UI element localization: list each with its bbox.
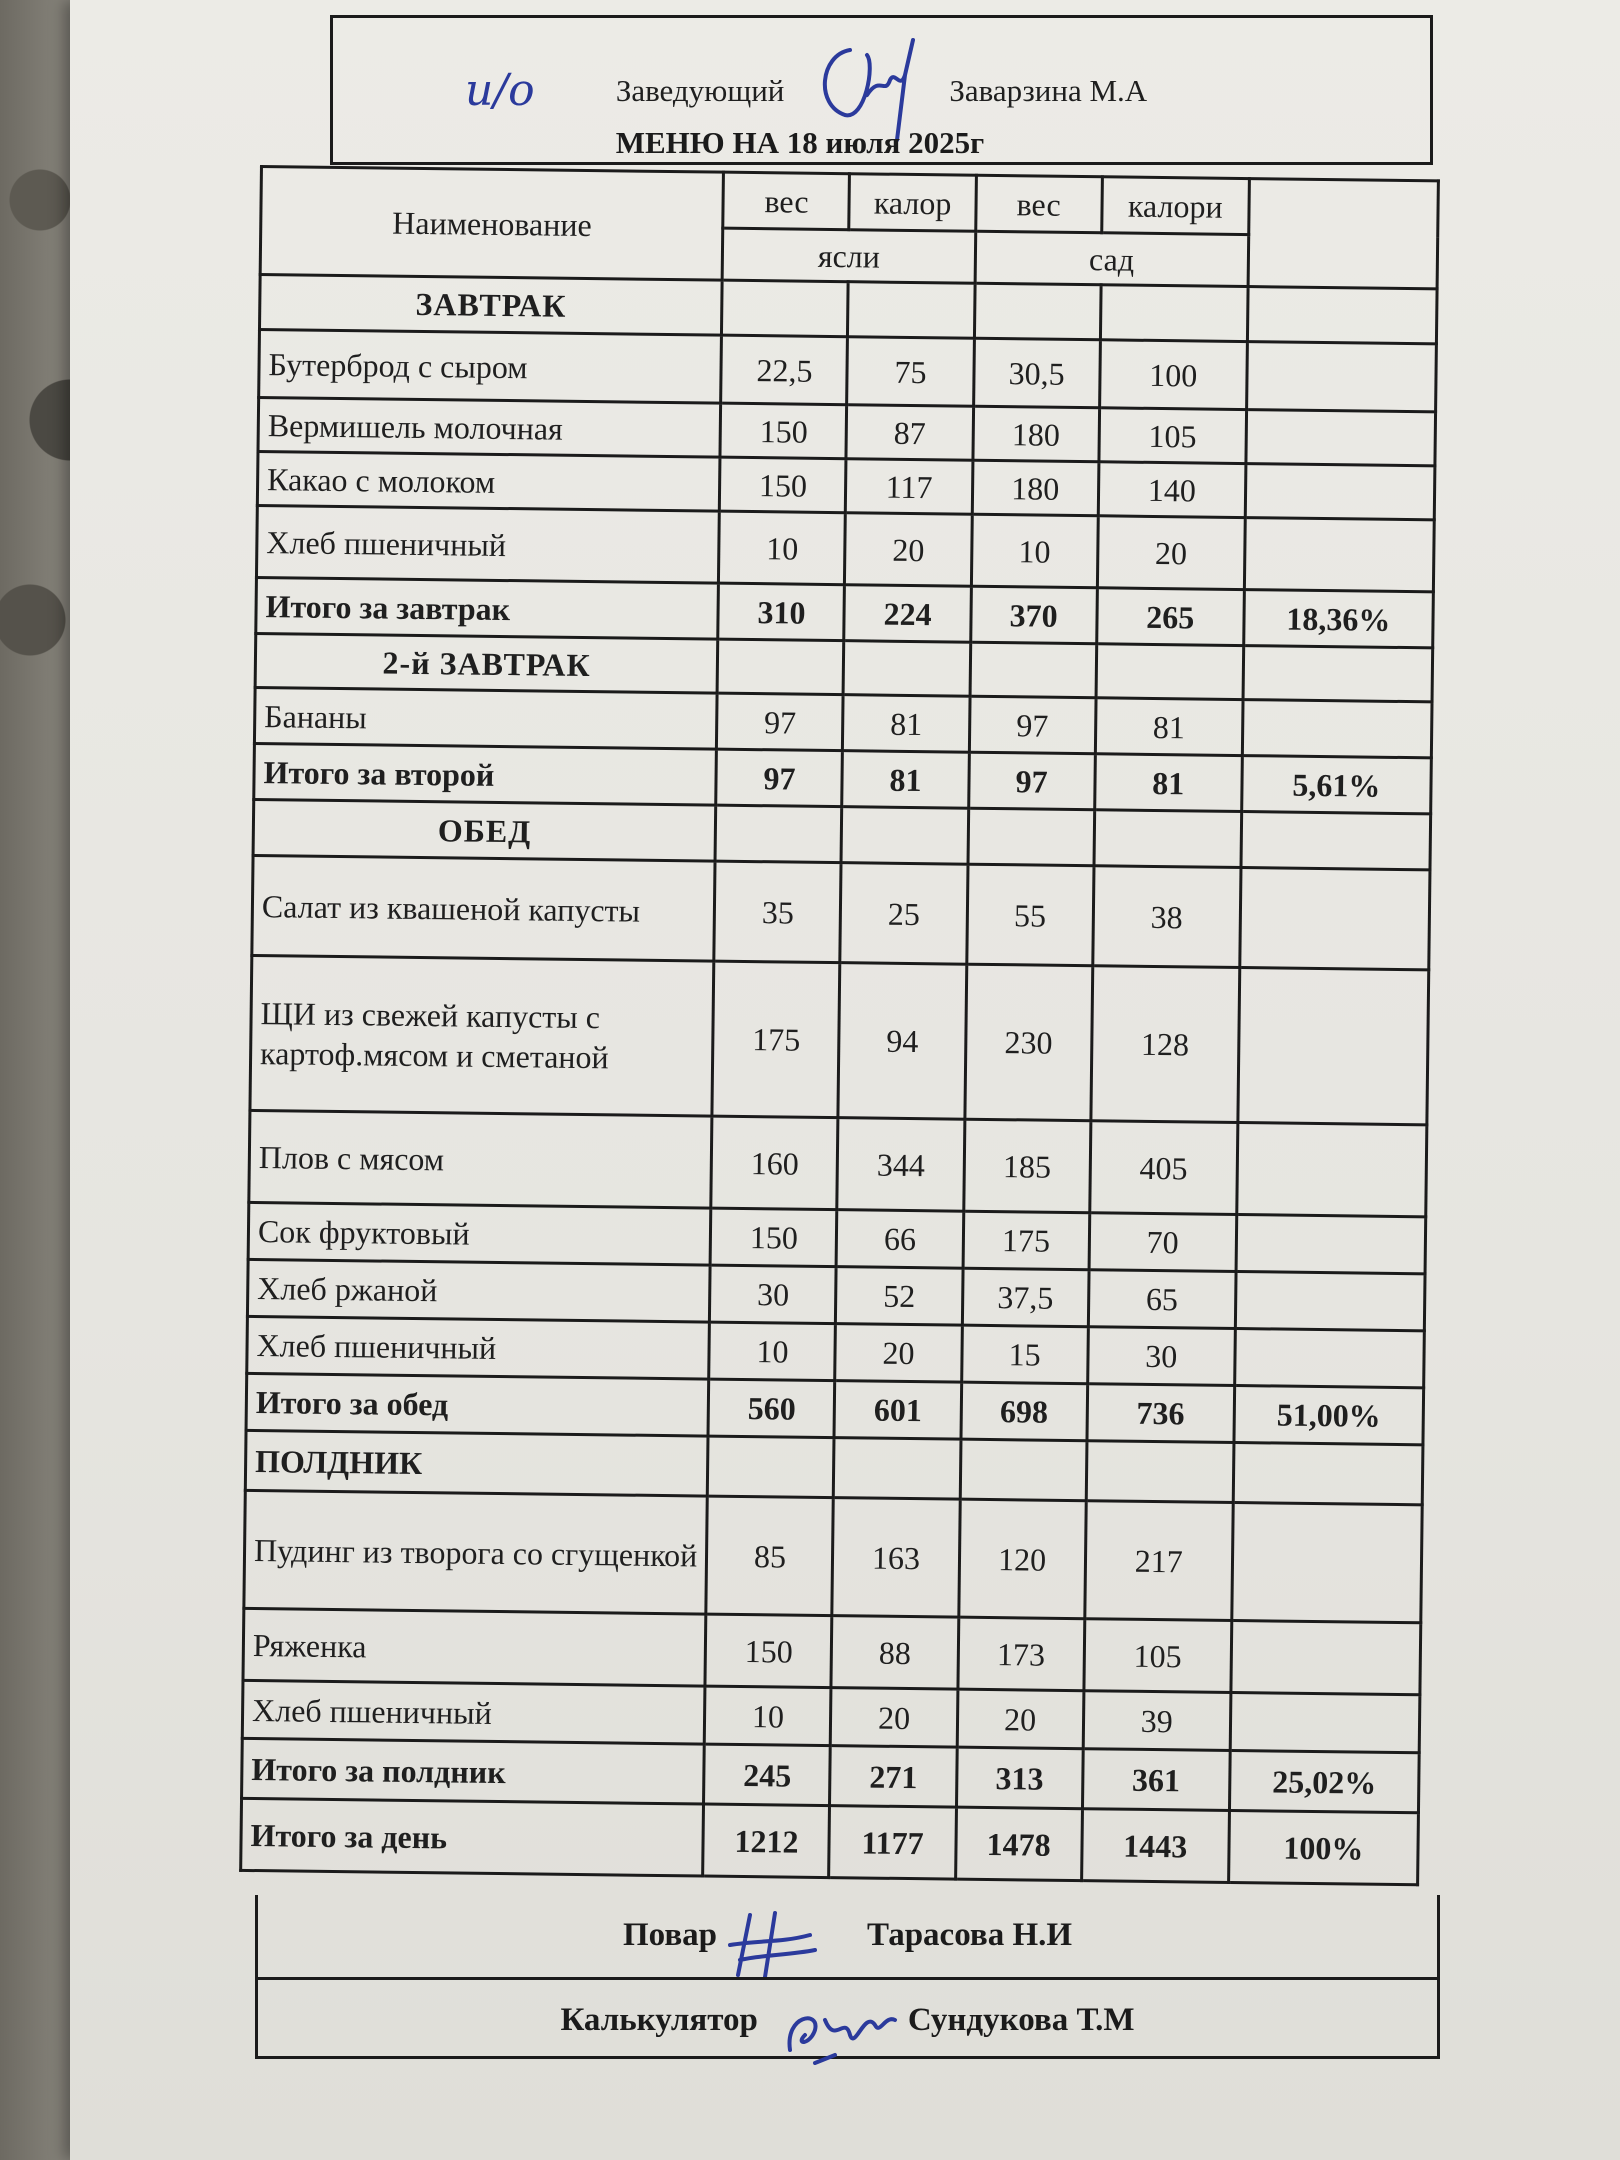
cell-value: 66 [837,1210,964,1269]
cell-value: 698 [961,1382,1088,1441]
cell-value: 185 [963,1119,1090,1213]
cell-value: 75 [847,337,974,407]
cell-value: 150 [705,1614,832,1688]
cell-value: 52 [836,1267,963,1326]
cell-value: 97 [717,693,844,751]
paper-sheet [70,0,1620,2160]
dish-name: Вермишель молочная [258,398,721,458]
cell-value: 65 [1088,1270,1236,1329]
section-breakfast: ЗАВТРАК [259,275,722,336]
dish-name: Бутерброд с сыром [259,330,722,404]
total-label: Итого за день [241,1798,704,1876]
cell-value: 1212 [703,1804,830,1878]
cell-value: 361 [1082,1749,1230,1811]
cell-value: 370 [970,586,1097,644]
cell-value: 39 [1083,1691,1231,1751]
cell-value: 20 [1097,516,1245,590]
percent-value: 5,61% [1241,756,1431,814]
cell-value: 20 [831,1688,958,1748]
cell-value: 140 [1098,462,1246,518]
cell-value: 37,5 [962,1268,1089,1327]
cell-value: 81 [1095,698,1243,756]
cook-footer [255,1895,1440,1977]
calc-role: Калькулятор [560,2002,758,2038]
cell-value: 217 [1084,1501,1233,1621]
cell-value: 230 [964,964,1092,1121]
calc-signature [775,2005,905,2065]
cell-value: 10 [705,1686,832,1746]
cell-value: 117 [846,459,973,515]
dish-name: Пудинг из творога со сгущенкой [244,1490,708,1614]
dish-name: Хлеб пшеничный [256,505,719,583]
cell-value: 405 [1089,1121,1237,1215]
cell-value: 175 [712,961,840,1118]
section-snack: ПОЛДНИК [245,1430,708,1496]
percent-value: 18,36% [1243,590,1433,648]
cook-name: Тарасова Н.И [867,1917,1073,1953]
cell-value: 100 [1099,340,1247,410]
cook-signature [720,1905,830,1985]
menu-document [250,15,1440,2060]
cell-value: 163 [832,1498,960,1618]
col-weight-nursery: вес [723,172,850,230]
total-label: Итого за обед [246,1373,709,1436]
cell-value: 20 [957,1689,1084,1749]
cell-value: 87 [846,405,973,461]
cell-value: 1443 [1081,1809,1229,1883]
cell-value: 150 [720,403,847,459]
cell-value: 94 [838,963,966,1120]
cell-value: 180 [973,406,1100,462]
section-second-breakfast: 2-й ЗАВТРАК [255,633,718,693]
menu-table [239,165,1440,1886]
dish-name: Ряженка [243,1608,706,1686]
cell-value: 30,5 [973,338,1100,408]
cell-value: 601 [834,1381,961,1440]
dish-name: Хлеб ржаной [247,1259,710,1322]
cell-value: 736 [1087,1384,1235,1443]
table-row [250,955,1429,1124]
cell-value: 55 [966,864,1093,966]
cell-value: 105 [1099,408,1247,464]
cell-value: 175 [963,1211,1090,1270]
col-name-header: Наименование [260,167,724,281]
cell-value: 173 [958,1617,1085,1691]
cell-value: 22,5 [721,335,848,405]
cook-role: Повар [622,1917,717,1953]
col-percent [1248,179,1439,289]
section-lunch: ОБЕД [253,799,716,861]
cell-value: 10 [971,514,1098,588]
total-label: Итого за полдник [242,1738,705,1804]
cell-value: 30 [1087,1327,1235,1386]
cell-value: 38 [1092,866,1240,968]
cell-value: 70 [1089,1213,1237,1272]
total-label: Итого за завтрак [256,577,719,639]
dish-name: Хлеб пшеничный [247,1316,710,1379]
cell-value: 1177 [829,1806,956,1880]
acting-mark: и/о [465,65,535,116]
cell-value: 128 [1091,966,1240,1123]
cell-value: 120 [958,1499,1086,1619]
dish-name: Салат из квашеной капусты [252,855,716,961]
col-cal-garden: калори [1101,177,1249,235]
menu-title: МЕНЮ НА 18 июля 2025г [615,125,985,160]
cell-value: 160 [711,1116,838,1210]
dish-name: ЩИ из свежей капусты с картоф.мясом и сметаной [250,955,714,1116]
cell-value: 150 [710,1208,837,1267]
cell-value: 310 [718,583,845,641]
cell-value: 85 [706,1496,834,1616]
total-label: Итого за второй [254,743,717,805]
group-garden: сад [975,231,1249,286]
cell-value: 30 [710,1265,837,1324]
cell-value: 180 [972,460,1099,516]
percent-value: 25,02% [1229,1750,1419,1812]
dish-name: Плов с мясом [249,1110,712,1208]
head-name: Заварзина М.А [949,73,1148,108]
cell-value: 1478 [955,1807,1082,1881]
dish-name: Бананы [254,687,717,749]
cell-value: 81 [842,751,969,809]
cell-value: 271 [830,1746,957,1808]
dish-name: Сок фруктовый [248,1202,711,1265]
percent-value: 100% [1228,1810,1418,1884]
cell-value: 81 [843,695,970,753]
cell-value: 81 [1094,754,1242,812]
dish-name: Хлеб пшеничный [242,1680,705,1744]
cell-value: 20 [845,513,972,587]
percent-value: 51,00% [1234,1385,1424,1444]
table-row [252,855,1430,969]
cell-value: 10 [709,1322,836,1381]
cell-value: 150 [720,457,847,513]
day-total-row [241,1798,1419,1884]
cell-value: 35 [714,861,841,963]
cell-value: 97 [968,752,1095,810]
cell-value: 88 [831,1616,958,1690]
cell-value: 25 [840,863,967,965]
cell-value: 344 [837,1118,964,1212]
cell-value: 245 [704,1744,831,1806]
cell-value: 224 [844,585,971,643]
calc-name: Сундукова Т.М [907,2002,1135,2038]
cell-value: 97 [969,696,1096,754]
cell-value: 20 [835,1324,962,1383]
cell-value: 97 [716,749,843,807]
cell-value: 313 [956,1747,1083,1809]
cell-value: 10 [719,511,846,585]
col-cal-nursery: калор [849,174,976,232]
col-weight-garden: вес [975,175,1102,233]
table-row [244,1490,1422,1622]
dish-name: Какао с молоком [257,451,720,511]
table-row [249,1110,1427,1216]
cell-value: 105 [1084,1619,1232,1693]
cell-value: 265 [1096,588,1244,646]
group-nursery: ясли [723,228,976,283]
position-label: Заведующий [615,73,785,108]
cell-value: 15 [961,1325,1088,1384]
cell-value: 560 [708,1379,835,1438]
